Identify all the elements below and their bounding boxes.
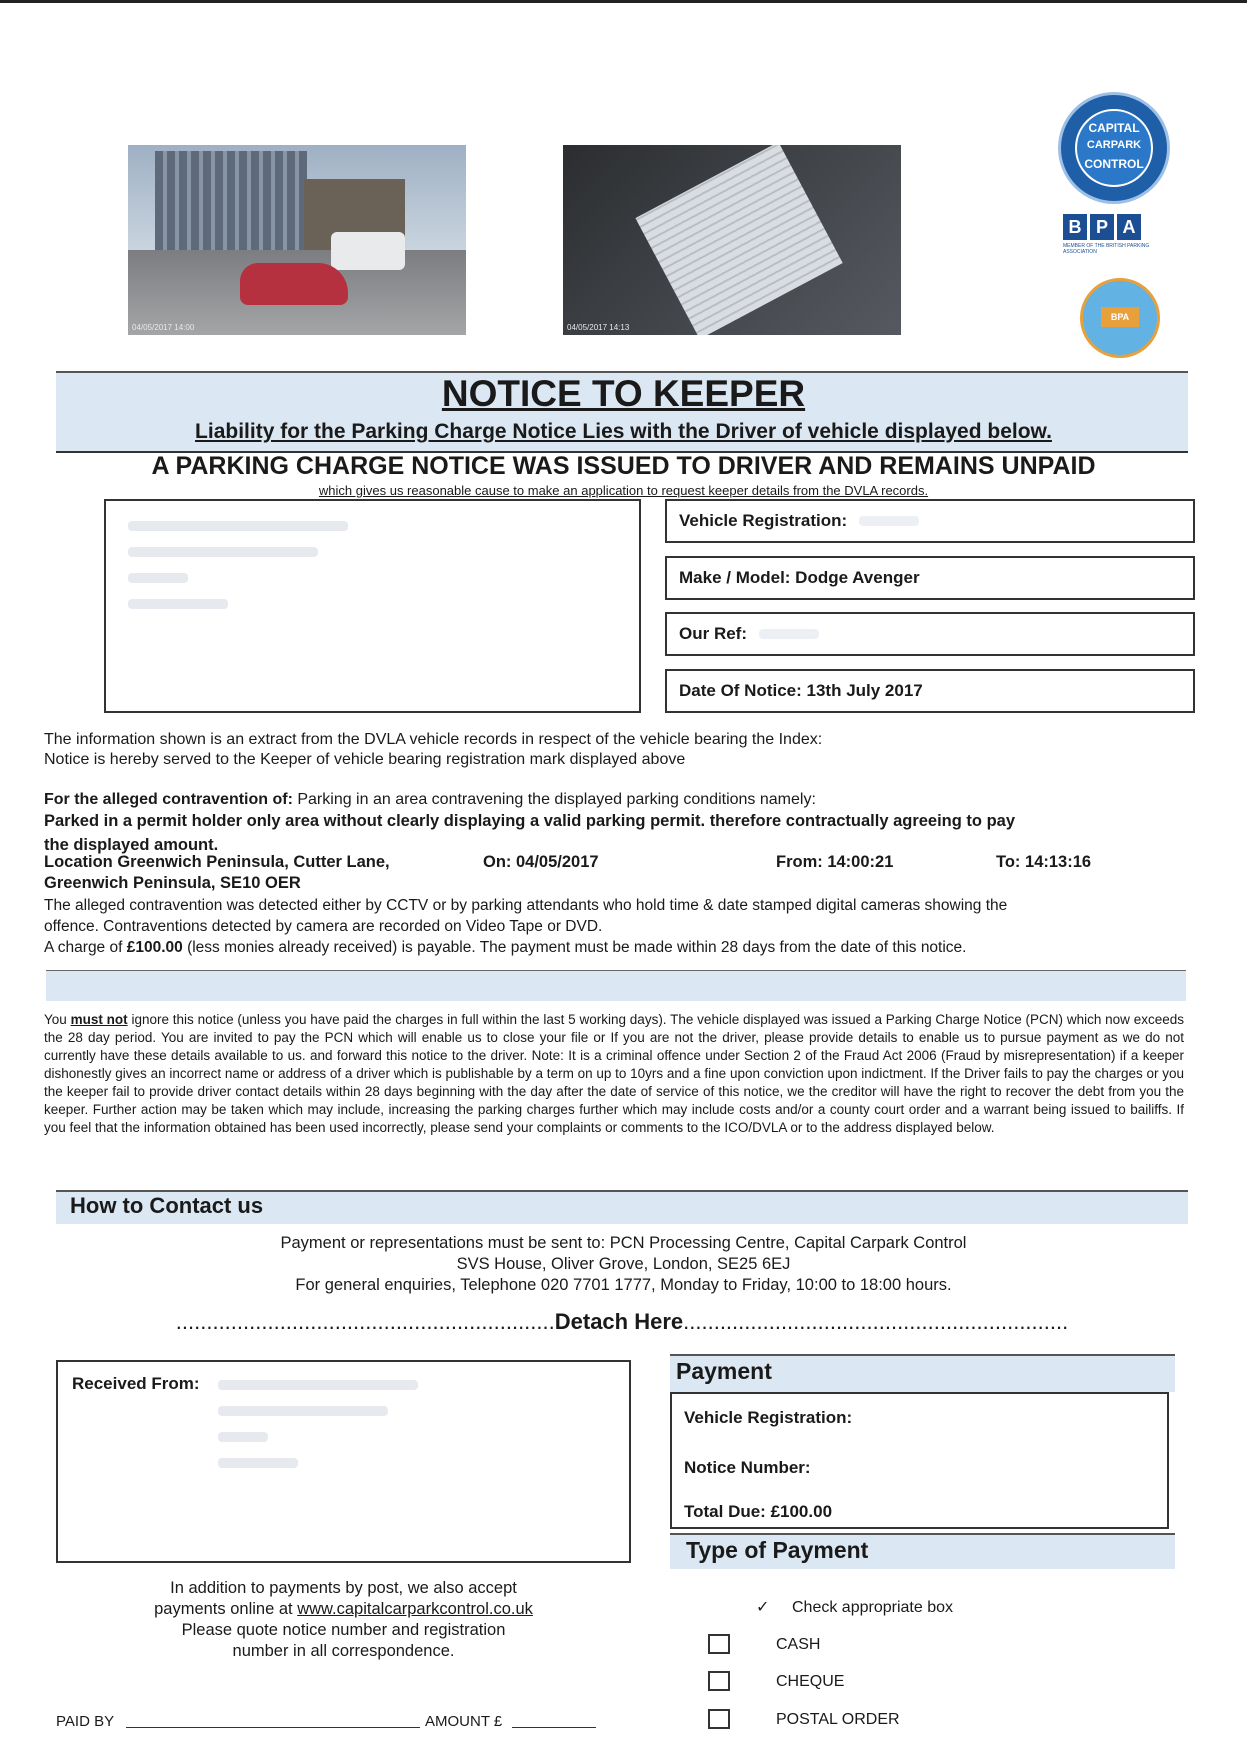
bpa-logo: B P A bbox=[1063, 214, 1141, 240]
detach-line: ..............................................................Detach Here............................................................... bbox=[175, 1309, 1069, 1334]
date-of-notice-field: Date Of Notice: 13th July 2017 bbox=[665, 669, 1195, 713]
contravention-detail-cont: the displayed amount. bbox=[44, 836, 219, 854]
amount-line[interactable] bbox=[512, 1727, 596, 1728]
photo-timestamp: 04/05/2017 14:00 bbox=[132, 323, 195, 332]
online-note: payments online at www.capitalcarparkcontrol.co.uk bbox=[154, 1600, 533, 1618]
page-title: NOTICE TO KEEPER bbox=[441, 373, 806, 414]
charge-amount: £100.00 bbox=[126, 939, 183, 956]
contact-line: Payment or representations must be sent to: PCN Processing Centre, Capital Carpark Control bbox=[280, 1234, 967, 1252]
make-model-field: Make / Model: Dodge Avenger bbox=[665, 556, 1195, 600]
online-note: Please quote notice number and registration bbox=[181, 1621, 506, 1639]
contravention-date: On: 04/05/2017 bbox=[483, 853, 599, 871]
info-line: Notice is hereby served to the Keeper of vehicle bearing registration mark displayed above bbox=[44, 751, 686, 768]
vehicle-registration-field: Vehicle Registration: bbox=[665, 499, 1195, 543]
keeper-address-box bbox=[104, 499, 641, 713]
detection-line: The alleged contravention was detected either by CCTV or by parking attendants who hold time & date stamped digital cameras showing the bbox=[44, 897, 1008, 914]
payment-website-link[interactable]: www.capitalcarparkcontrol.co.uk bbox=[297, 1600, 533, 1618]
reasonable-cause-text: which gives us reasonable cause to make an application to request keeper details from the DVLA records. bbox=[318, 483, 929, 498]
postal-order-label: POSTAL ORDER bbox=[776, 1711, 900, 1728]
check-instruction: Check appropriate box bbox=[792, 1599, 953, 1616]
photo-timestamp: 04/05/2017 14:13 bbox=[567, 323, 630, 332]
contact-title: How to Contact us bbox=[70, 1193, 264, 1218]
our-ref-field: Our Ref: bbox=[665, 612, 1195, 656]
received-from-box bbox=[56, 1360, 631, 1563]
contravention-line: For the alleged contravention of: Parking in an area contravening the displayed parking conditions namely: bbox=[44, 791, 816, 808]
contravention-to-time: To: 14:13:16 bbox=[996, 853, 1092, 871]
online-note: In addition to payments by post, we also accept bbox=[170, 1579, 517, 1597]
check-mark-icon: ✓ bbox=[756, 1599, 770, 1616]
top-scan-line bbox=[0, 0, 1247, 3]
evidence-photo-dashboard bbox=[563, 145, 901, 335]
payment-box bbox=[670, 1392, 1169, 1529]
cash-checkbox[interactable] bbox=[708, 1634, 730, 1654]
detach-label: Detach Here bbox=[554, 1309, 684, 1334]
payment-vehicle-registration: Vehicle Registration: bbox=[684, 1408, 853, 1427]
separator-band bbox=[46, 970, 1186, 1001]
cheque-label: CHEQUE bbox=[776, 1673, 845, 1690]
capital-carpark-control-logo: CAPITAL CARPARK CONTROL bbox=[1058, 92, 1170, 204]
paid-by-label: PAID BY bbox=[56, 1713, 115, 1730]
amount-label: AMOUNT £ bbox=[425, 1713, 503, 1730]
contact-line: SVS House, Oliver Grove, London, SE25 6EJ bbox=[456, 1255, 791, 1273]
location-line-2: Greenwich Peninsula, SE10 OER bbox=[44, 874, 301, 892]
postal-order-checkbox[interactable] bbox=[708, 1709, 730, 1729]
detection-line: offence. Contraventions detected by camera are recorded on Video Tape or DVD. bbox=[44, 918, 603, 935]
location-line-1: Location Greenwich Peninsula, Cutter Lane, bbox=[44, 853, 390, 871]
contravention-detail: Parked in a permit holder only area without clearly displaying a valid parking permit. therefore contractually agreeing to pay bbox=[44, 812, 1016, 830]
approved-operator-logo: BPA bbox=[1080, 278, 1160, 358]
type-of-payment-title: Type of Payment bbox=[686, 1537, 869, 1563]
paid-by-line[interactable] bbox=[126, 1727, 420, 1728]
payment-notice-number: Notice Number: bbox=[684, 1458, 811, 1477]
pcn-heading: A PARKING CHARGE NOTICE WAS ISSUED TO DRIVER AND REMAINS UNPAID bbox=[151, 452, 1096, 480]
liability-subtitle: Liability for the Parking Charge Notice Lies with the Driver of vehicle displayed below. bbox=[195, 420, 1052, 443]
evidence-photo-car bbox=[128, 145, 466, 335]
payment-total-due: Total Due: £100.00 bbox=[684, 1502, 833, 1521]
online-note: number in all correspondence. bbox=[232, 1642, 455, 1660]
cash-label: CASH bbox=[776, 1636, 821, 1653]
bpa-subtitle: MEMBER OF THE BRITISH PARKING ASSOCIATION bbox=[1063, 243, 1150, 255]
received-from-label: Received From: bbox=[72, 1374, 200, 1393]
warning-paragraph: You must not ignore this notice (unless you have paid the charges in full within the last 5 working days). The vehicle displayed was issued a Parking Charge Notice (PCN) which now exceeds the 28 day period. You are invited to pay the PCN which will enable us to close your file or If you are not the driver, please provide details to enable us to pursue payment as we do not currently have these details available to us. and forward this notice to the driver. Note: It is a criminal offence under Section 2 of the Fraud Act 2006 (Fraud by misrepresentation) if a keeper dishonestly gives an incorrect name or address of a driver which is publishable by a term on up to 10yrs and a fine upon conviction upon indictment. If the Driver fails to pay the charges or you the keeper fail to provide driver contact details within 28 days beginning with the day after the date of service of this notice, we the creditor will have the right to recover the debt from you the keeper. Further action may be taken which may include, increasing the parking charges further which may include costs and/or a county court order and a warrant being issued to bailiffs. If you feel that the information obtained has been used incorrectly, please send your complaints or comments to the ICO/DVLA or to the address displayed below. bbox=[44, 1012, 1184, 1135]
cheque-checkbox[interactable] bbox=[708, 1671, 730, 1691]
contravention-from-time: From: 14:00:21 bbox=[776, 853, 894, 871]
charge-line: A charge of £100.00 (less monies already received) is payable. The payment must be made within 28 days from the date of this notice. bbox=[44, 939, 967, 956]
contact-line: For general enquiries, Telephone 020 7701 1777, Monday to Friday, 10:00 to 18:00 hours. bbox=[295, 1276, 952, 1294]
must-not-emphasis: must not bbox=[70, 1012, 128, 1027]
payment-title: Payment bbox=[676, 1358, 772, 1384]
info-line: The information shown is an extract from the DVLA vehicle records in respect of the vehicle bearing the Index: bbox=[44, 731, 823, 748]
